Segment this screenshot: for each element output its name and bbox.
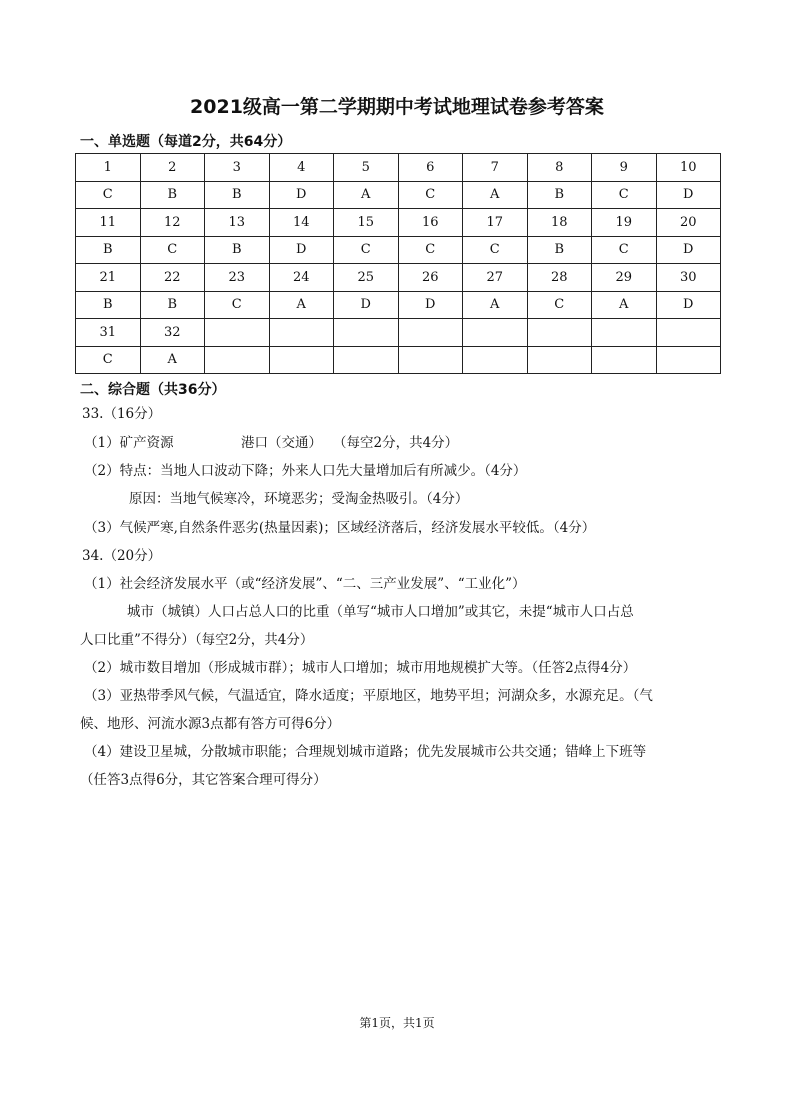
table-cell: D: [398, 291, 463, 319]
q33-answer-2: （2）特点：当地人口波动下降；外来人口先大量增加后有所减少。（4分）: [84, 463, 527, 479]
q34-answer-1c: 人口比重”不得分）（每空2分，共4分）: [80, 632, 314, 648]
table-cell: [269, 319, 334, 347]
table-cell: 6: [398, 154, 463, 182]
table-cell: 11: [76, 209, 141, 237]
table-cell: 14: [269, 209, 334, 237]
table-cell: 21: [76, 264, 141, 292]
table-cell: [463, 346, 528, 374]
table-cell: C: [334, 236, 399, 264]
table-cell: [592, 346, 657, 374]
table-cell: 19: [592, 209, 657, 237]
table-cell: 26: [398, 264, 463, 292]
table-cell: D: [656, 291, 721, 319]
table-cell: C: [76, 346, 141, 374]
table-cell: 8: [527, 154, 592, 182]
table-row: [76, 291, 721, 319]
table-cell: 16: [398, 209, 463, 237]
table-cell: D: [656, 236, 721, 264]
table-cell: 2: [140, 154, 205, 182]
table-cell: [334, 319, 399, 347]
table-cell: A: [269, 291, 334, 319]
table-cell: 3: [205, 154, 270, 182]
table-cell: C: [527, 291, 592, 319]
table-cell: 13: [205, 209, 270, 237]
table-cell: D: [269, 181, 334, 209]
q34-answer-4b: （任答3点得6分，其它答案合理可得分）: [80, 772, 327, 788]
table-cell: C: [140, 236, 205, 264]
q33-answer-1b: 港口（交通）: [241, 435, 322, 451]
q34-answer-1: （1）社会经济发展水平（或“经济发展”、“二、三产业发展”、“工业化”）: [84, 576, 526, 592]
table-cell: C: [398, 181, 463, 209]
table-cell: [527, 319, 592, 347]
table-cell: [398, 346, 463, 374]
table-cell: 7: [463, 154, 528, 182]
q33-answer-1-score: （每空2分，共4分）: [333, 435, 459, 451]
q34-answer-1b: 城市（城镇）人口占总人口的比重（单写“城市人口增加”或其它，未提“城市人口占总: [127, 604, 634, 620]
table-cell: 32: [140, 319, 205, 347]
table-row: [76, 319, 721, 347]
table-cell: 22: [140, 264, 205, 292]
table-cell: 20: [656, 209, 721, 237]
table-cell: 4: [269, 154, 334, 182]
table-cell: A: [463, 181, 528, 209]
table-cell: A: [334, 181, 399, 209]
table-cell: D: [334, 291, 399, 319]
q34-answer-3: （3）亚热带季风气候，气温适宜，降水适度；平原地区，地势平坦；河湖众多，水源充足。（气: [84, 688, 653, 704]
table-cell: 25: [334, 264, 399, 292]
answer-table: [75, 153, 721, 374]
q34-answer-2: （2）城市数目增加（形成城市群）；城市人口增加；城市用地规模扩大等。（任答2点得4分）: [84, 660, 637, 676]
table-cell: A: [592, 291, 657, 319]
table-cell: B: [527, 181, 592, 209]
table-cell: 28: [527, 264, 592, 292]
section1-heading: 一、单选题（每道2分，共64分）: [80, 134, 292, 150]
table-cell: 24: [269, 264, 334, 292]
table-cell: B: [140, 291, 205, 319]
table-row: [76, 154, 721, 182]
q34-answer-4: （4）建设卫星城，分散城市职能；合理规划城市道路；优先发展城市公共交通；错峰上下班等: [84, 744, 647, 760]
table-cell: 1: [76, 154, 141, 182]
q34-answer-3b: 候、地形、河流水源3点都有答方可得6分）: [80, 716, 341, 732]
table-cell: [463, 319, 528, 347]
table-cell: [656, 319, 721, 347]
page-title: 2021级高一第二学期期中考试地理试卷参考答案: [190, 96, 604, 118]
table-cell: 31: [76, 319, 141, 347]
table-cell: C: [76, 181, 141, 209]
table-cell: [205, 346, 270, 374]
table-cell: B: [205, 181, 270, 209]
table-row: [76, 346, 721, 374]
q34-heading: 34.（20分）: [82, 548, 162, 564]
table-row: [76, 181, 721, 209]
page-footer: 第1页，共1页: [359, 1016, 435, 1030]
table-cell: [527, 346, 592, 374]
table-cell: A: [463, 291, 528, 319]
table-cell: 9: [592, 154, 657, 182]
q33-answer-1a: （1）矿产资源: [84, 435, 174, 451]
table-row: [76, 209, 721, 237]
table-cell: [205, 319, 270, 347]
table-cell: 18: [527, 209, 592, 237]
table-cell: C: [592, 181, 657, 209]
table-cell: 23: [205, 264, 270, 292]
table-cell: 29: [592, 264, 657, 292]
table-cell: C: [398, 236, 463, 264]
table-cell: [398, 319, 463, 347]
table-cell: C: [592, 236, 657, 264]
q33-heading: 33.（16分）: [82, 406, 162, 422]
table-cell: B: [205, 236, 270, 264]
table-cell: C: [205, 291, 270, 319]
table-cell: D: [656, 181, 721, 209]
q33-answer-3: （3）气候严寒,自然条件恶劣(热量因素)；区域经济落后，经济发展水平较低。（4分）: [84, 520, 596, 536]
table-cell: B: [527, 236, 592, 264]
table-row: [76, 236, 721, 264]
table-cell: D: [269, 236, 334, 264]
table-cell: 5: [334, 154, 399, 182]
table-cell: B: [140, 181, 205, 209]
table-cell: 10: [656, 154, 721, 182]
table-cell: 15: [334, 209, 399, 237]
q33-answer-2b: 原因：当地气候寒冷，环境恶劣；受淘金热吸引。（4分）: [129, 491, 469, 507]
table-cell: C: [463, 236, 528, 264]
table-cell: 12: [140, 209, 205, 237]
table-cell: 17: [463, 209, 528, 237]
section2-heading: 二、综合题（共36分）: [80, 382, 226, 398]
table-cell: 27: [463, 264, 528, 292]
table-cell: 30: [656, 264, 721, 292]
table-cell: B: [76, 236, 141, 264]
table-cell: A: [140, 346, 205, 374]
table-cell: [656, 346, 721, 374]
table-cell: [334, 346, 399, 374]
table-cell: [592, 319, 657, 347]
table-cell: B: [76, 291, 141, 319]
table-cell: [269, 346, 334, 374]
table-row: [76, 264, 721, 292]
